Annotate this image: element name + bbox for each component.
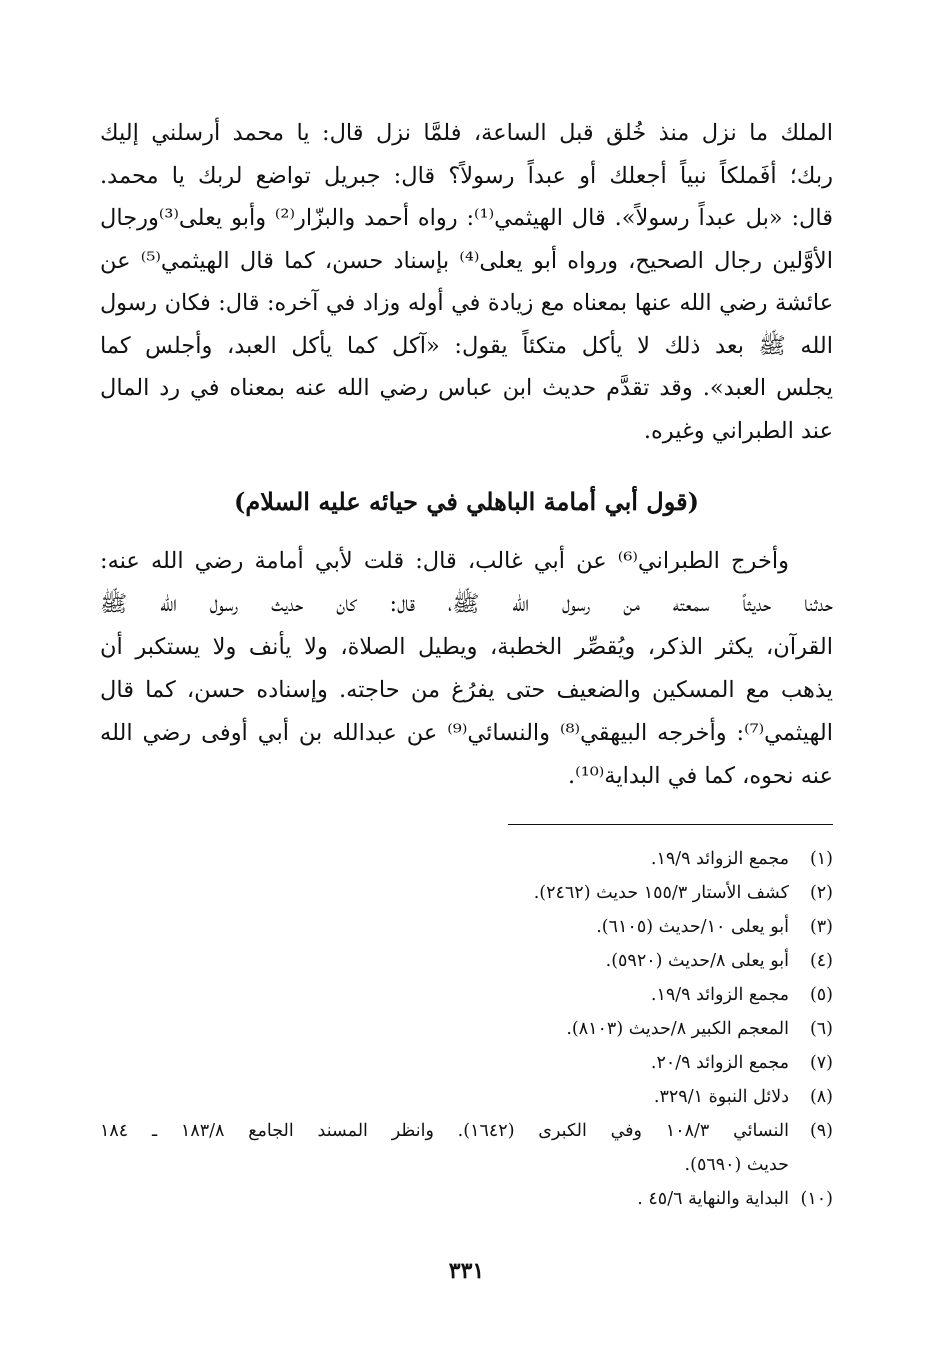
footnote-item [100, 944, 833, 978]
footnote-number: (٨) [809, 1087, 833, 1107]
footnote-text: أبو يعلى ٨/حديث (٥٩٢٠). [605, 951, 789, 971]
footnote-number: (٦) [809, 1019, 833, 1039]
section-paragraph [100, 540, 833, 798]
footnote-number: (٩) [809, 1121, 833, 1141]
text-line: عائشة رضي الله عنها بمعناه مع زيادة في أوله وزاد في آخره: قال: فكان رسول [100, 290, 833, 316]
body-paragraph [100, 112, 833, 452]
footnote-text: النسائي ١٠٨/٣ وفي الكبرى (١٦٤٢). وانظر المسند الجامع ١٨٣/٨ ـ ١٨٤ [100, 1121, 789, 1141]
footnote-text: دلائل النبوة ٣٢٩/١. [653, 1087, 789, 1107]
footnote-number: (٧) [809, 1053, 833, 1073]
text-line: الله ﷺ بعد ذلك لا يأكل متكئاً يقول: «آكل كما يأكل العبد، وأجلس كما [100, 332, 833, 359]
text-line: ربك؛ أفَملكاً نبياً أجعلك أو عبداً رسولاً؟ قال: جبريل تواضع لربك يا محمد. [100, 162, 833, 189]
footnote-text: كشف الأستار ١٥٥/٣ حديث (٢٤٦٢). [533, 883, 789, 903]
footnote-item [100, 1012, 833, 1046]
footnote-item [100, 876, 833, 910]
footnote-text: مجمع الزوائد ١٩/٩. [650, 849, 789, 869]
footnote-item [100, 910, 833, 944]
footnote-number: (٤) [809, 951, 833, 971]
footnote-item [100, 1080, 833, 1114]
footnote-text: أبو يعلى ١٠/حديث (٦١٠٥). [596, 917, 789, 937]
footnote-item [100, 978, 833, 1012]
footnote-number: (٥) [809, 985, 833, 1005]
text-line: وأخرج الطبراني⁽⁶⁾ عن أبي غالب، قال: قلت لأبي أمامة رضي الله عنه: [100, 548, 789, 574]
footnote-text: حديث (٥٦٩٠). [684, 1155, 789, 1175]
text-line: يجلس العبد». وقد تقدَّم حديث ابن عباس رضي الله عنه بمعناه في رد المال [100, 375, 833, 401]
text-line: حدثنا حديثاً سمعته من رسول الله ﷺ، قال: كان حديث رسول الله ﷺ [100, 591, 833, 617]
footnote-separator [508, 824, 833, 825]
section-heading: (قول أبي أمامة الباهلي في حيائه عليه السلام) [234, 487, 699, 516]
footnote-item [100, 1182, 833, 1216]
footnotes [100, 842, 833, 1216]
footnote-item [100, 1114, 833, 1182]
footnote-text: مجمع الزوائد ١٩/٩. [650, 985, 789, 1005]
footnote-text: البداية والنهاية ٤٥/٦ . [637, 1189, 789, 1209]
text-line: الأوَّلين رجال الصحيح، ورواه أبو يعلى⁽⁴⁾ بإسناد حسن، كما قال الهيثمي⁽⁵⁾ عن [100, 247, 834, 274]
footnote-number: (١٠) [800, 1189, 833, 1209]
text-line: القرآن، يكثر الذكر، ويُقصِّر الخطبة، ويطيل الصلاة، ولا يأنف ولا يستكبر أن [100, 634, 833, 660]
text-line: يذهب مع المسكين والضعيف حتى يفرُغ من حاجته. وإسناده حسن، كما قال [100, 677, 833, 703]
text-line: الهيثمي⁽⁷⁾: وأخرجه البيهقي⁽⁸⁾ والنسائي⁽⁹⁾ عن عبدالله بن أبي أوفى رضي الله [100, 720, 833, 746]
footnote-text: مجمع الزوائد ٢٠/٩. [650, 1053, 789, 1073]
page-number: ٣٣١ [448, 1258, 485, 1284]
text-line: عند الطبراني وغيره. [643, 417, 833, 444]
text-line: الملك ما نزل منذ خُلق قبل الساعة، فلمَّا نزل قال: يا محمد أرسلني إليك [100, 120, 833, 146]
footnote-text: المعجم الكبير ٨/حديث (٨١٠٣). [566, 1019, 789, 1039]
footnote-item [100, 842, 833, 876]
footnote-number: (٣) [809, 917, 833, 937]
footnote-number: (١) [809, 849, 833, 869]
text-line: قال: «بل عبداً رسولاً». قال الهيثمي⁽¹⁾: رواه أحمد والبزّار⁽²⁾ وأبو يعلى⁽³⁾ورجال [100, 205, 833, 231]
footnote-number: (٢) [809, 883, 833, 903]
footnote-item [100, 1046, 833, 1080]
text-line: عنه نحوه، كما في البداية⁽¹⁰⁾. [568, 763, 833, 789]
